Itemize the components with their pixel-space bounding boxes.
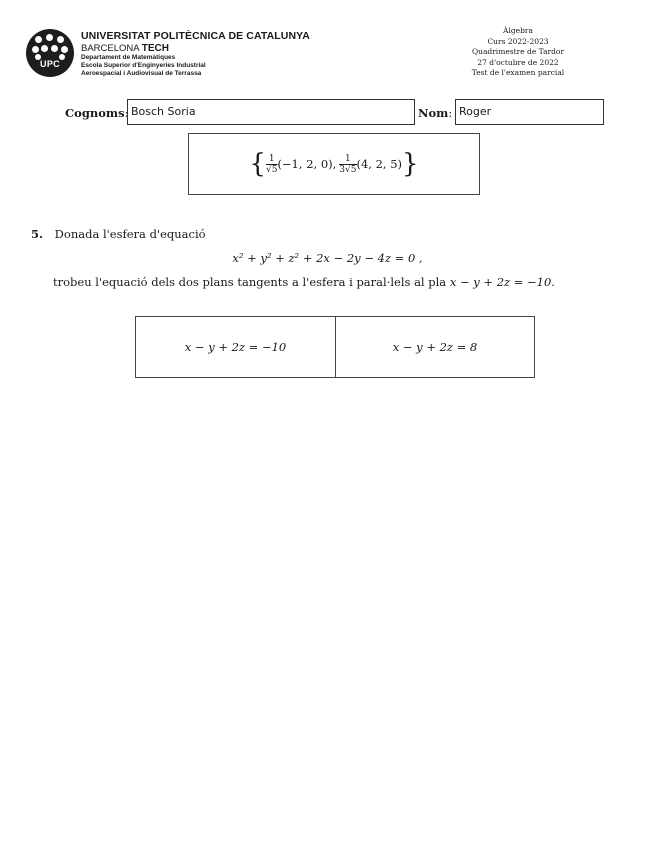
- surname-field[interactable]: Bosch Soria: [127, 99, 415, 125]
- university-name: UNIVERSITAT POLITÈCNICA DE CATALUNYA: [81, 30, 310, 42]
- answer-cell-1: [136, 317, 336, 377]
- fraction-1: $\frac{1}{√5}$: [265, 153, 278, 175]
- answer-1: x − y + 2z = −10: [184, 340, 287, 354]
- right-brace: }: [402, 149, 419, 179]
- brand-suffix: TECH: [141, 43, 169, 54]
- question-header: [31, 227, 206, 241]
- left-brace: {: [249, 149, 266, 179]
- question-statement: Donada l'esfera d'equació: [54, 227, 206, 241]
- answer-table: [135, 316, 535, 378]
- vector-2: (4, 2, 5): [356, 157, 403, 171]
- course-subject: Àlgebra: [503, 26, 533, 35]
- course-info: [448, 26, 588, 79]
- question-task: [53, 275, 555, 289]
- course-date: 27 d'octubre de 2022: [477, 57, 559, 67]
- previous-answer-box: [188, 133, 480, 195]
- department: Departament de Matemàtiques: [81, 54, 176, 61]
- brand: [81, 43, 310, 54]
- fraction-2: $\frac{1}{3√5}$: [339, 153, 357, 175]
- university-block: [81, 30, 310, 78]
- sphere-equation: x² + y² + z² + 2x − 2y − 4z = 0 ,: [232, 251, 423, 265]
- course-term: Quadrimestre de Tardor: [471, 47, 565, 56]
- brand-prefix: BARCELONA: [81, 43, 140, 54]
- course-year: Curs 2022-2023: [487, 36, 549, 46]
- vector-1: (−1, 2, 0),: [277, 157, 337, 171]
- name-field[interactable]: Roger: [455, 99, 604, 125]
- school-line-2: Aeroespacial i Audiovisual de Terrassa: [81, 70, 202, 77]
- course-exam: Test de l'examen parcial: [471, 68, 565, 77]
- upc-logo: [26, 29, 74, 77]
- task-plane: x − y + 2z = −10.: [449, 275, 555, 289]
- answer-cell-2: [336, 317, 534, 377]
- question-number: 5.: [31, 227, 44, 241]
- basis-expression: [189, 134, 479, 194]
- task-text: trobeu l'equació dels dos plans tangents a l'esfera i paral·lels al pla: [53, 275, 447, 289]
- logo-text: UPC: [40, 59, 60, 69]
- answer-2: x − y + 2z = 8: [392, 340, 478, 354]
- name-label: Nom:: [418, 106, 453, 120]
- school: Escola Superior d'Enginyeries Industrial: [81, 62, 206, 69]
- surname-label: Cognoms:: [65, 106, 129, 120]
